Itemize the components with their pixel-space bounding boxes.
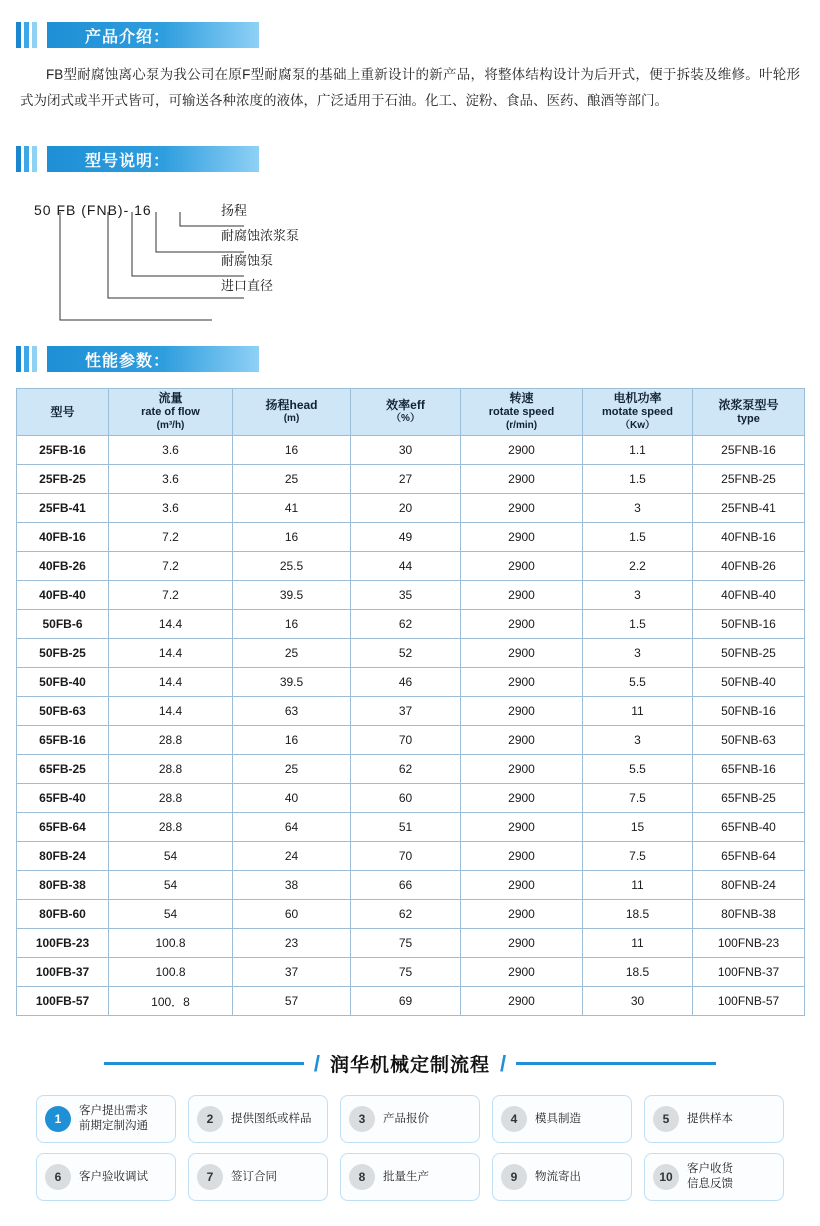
table-cell-r4-c4: 2900 xyxy=(461,552,583,581)
table-cell-r1-c6: 25FNB-25 xyxy=(693,465,805,494)
table-cell-r8-c3: 46 xyxy=(351,668,461,697)
step-number-badge: 8 xyxy=(349,1164,375,1190)
flow-step-9 xyxy=(492,1153,632,1201)
table-header-cell-0 xyxy=(17,389,109,436)
section-header-model xyxy=(16,146,804,172)
table-cell-r12-c3: 60 xyxy=(351,784,461,813)
table-cell-r2-c6: 25FNB-41 xyxy=(693,494,805,523)
table-cell-r15-c1: 54 xyxy=(109,871,233,900)
legend-item-3: 进口直径 xyxy=(221,278,274,293)
table-cell-r0-c2: 16 xyxy=(233,436,351,465)
flow-step-2 xyxy=(188,1095,328,1143)
table-cell-r17-c2: 23 xyxy=(233,929,351,958)
header-line: （Kw） xyxy=(620,420,655,431)
table-cell-r17-c6: 100FNB-23 xyxy=(693,929,805,958)
table-cell-r1-c1: 3.6 xyxy=(109,465,233,494)
table-cell-r19-c3: 69 xyxy=(351,987,461,1016)
header-line: 转速 xyxy=(509,391,534,405)
table-cell-r5-c1: 7.2 xyxy=(109,581,233,610)
table-cell-r19-c2: 57 xyxy=(233,987,351,1016)
table-cell-r9-c6: 50FNB-16 xyxy=(693,697,805,726)
table-cell-r15-c6: 80FNB-24 xyxy=(693,871,805,900)
section-title-band xyxy=(47,146,259,172)
section-title-band xyxy=(47,22,259,48)
table-cell-r3-c2: 16 xyxy=(233,523,351,552)
flow-step-8 xyxy=(340,1153,480,1201)
table-cell-r6-c1: 14.4 xyxy=(109,610,233,639)
table-cell-r6-c6: 50FNB-16 xyxy=(693,610,805,639)
table-cell-r18-c6: 100FNB-37 xyxy=(693,958,805,987)
flow-rule-right xyxy=(516,1062,716,1065)
table-cell-r13-c6: 65FNB-40 xyxy=(693,813,805,842)
step-label: 客户提出需求 前期定制沟通 xyxy=(79,1105,148,1132)
table-header-row xyxy=(17,389,805,436)
slash-icon: / xyxy=(313,1050,320,1076)
table-header-cell-1 xyxy=(109,389,233,436)
header-line: 扬程head xyxy=(265,398,318,412)
table-cell-r14-c6: 65FNB-64 xyxy=(693,842,805,871)
table-cell-r0-c5: 1.1 xyxy=(583,436,693,465)
table-body xyxy=(17,436,805,1016)
table-row xyxy=(17,697,805,726)
step-label: 提供图纸或样品 xyxy=(231,1112,312,1125)
table-row xyxy=(17,639,805,668)
table-cell-r14-c3: 70 xyxy=(351,842,461,871)
header-line: （%） xyxy=(391,413,420,424)
table-cell-r13-c0: 65FB-64 xyxy=(17,813,109,842)
table-cell-r17-c5: 11 xyxy=(583,929,693,958)
table-row xyxy=(17,871,805,900)
step-number-badge: 9 xyxy=(501,1164,527,1190)
header-line: type xyxy=(737,413,760,425)
table-cell-r9-c1: 14.4 xyxy=(109,697,233,726)
table-cell-r0-c4: 2900 xyxy=(461,436,583,465)
table-cell-r10-c2: 16 xyxy=(233,726,351,755)
table-cell-r3-c1: 7.2 xyxy=(109,523,233,552)
performance-table xyxy=(16,388,805,1016)
step-number-badge: 7 xyxy=(197,1164,223,1190)
table-cell-r17-c1: 100.8 xyxy=(109,929,233,958)
table-row xyxy=(17,842,805,871)
table-cell-r5-c0: 40FB-40 xyxy=(17,581,109,610)
table-cell-r8-c5: 5.5 xyxy=(583,668,693,697)
table-cell-r9-c5: 11 xyxy=(583,697,693,726)
table-row xyxy=(17,668,805,697)
table-cell-r14-c0: 80FB-24 xyxy=(17,842,109,871)
table-cell-r6-c5: 1.5 xyxy=(583,610,693,639)
table-cell-r1-c2: 25 xyxy=(233,465,351,494)
step-label: 客户验收调试 xyxy=(79,1170,148,1183)
flow-step-3 xyxy=(340,1095,480,1143)
table-cell-r14-c4: 2900 xyxy=(461,842,583,871)
bars-icon xyxy=(16,146,37,172)
table-cell-r19-c5: 30 xyxy=(583,987,693,1016)
flow-rule-left xyxy=(104,1062,304,1065)
table-cell-r10-c3: 70 xyxy=(351,726,461,755)
flow-heading: 润华机械定制流程 xyxy=(329,1055,490,1076)
table-cell-r3-c4: 2900 xyxy=(461,523,583,552)
flow-steps xyxy=(16,1095,804,1201)
table-cell-r14-c2: 24 xyxy=(233,842,351,871)
table-cell-r2-c3: 20 xyxy=(351,494,461,523)
step-label: 签订合同 xyxy=(231,1170,277,1183)
header-line: 流量 xyxy=(158,391,183,405)
step-label: 物流寄出 xyxy=(535,1170,581,1183)
table-row xyxy=(17,929,805,958)
table-cell-r15-c0: 80FB-38 xyxy=(17,871,109,900)
table-cell-r13-c4: 2900 xyxy=(461,813,583,842)
table-header-cell-5 xyxy=(583,389,693,436)
table-cell-r12-c4: 2900 xyxy=(461,784,583,813)
flow-step-4 xyxy=(492,1095,632,1143)
section-header-performance xyxy=(16,346,804,372)
table-row xyxy=(17,987,805,1016)
header-line: 效率eff xyxy=(386,398,425,412)
table-cell-r14-c5: 7.5 xyxy=(583,842,693,871)
table-cell-r1-c0: 25FB-25 xyxy=(17,465,109,494)
bars-icon xyxy=(16,22,37,48)
table-cell-r13-c1: 28.8 xyxy=(109,813,233,842)
table-head xyxy=(17,389,805,436)
table-cell-r18-c4: 2900 xyxy=(461,958,583,987)
table-cell-r16-c5: 18.5 xyxy=(583,900,693,929)
table-cell-r5-c3: 35 xyxy=(351,581,461,610)
table-cell-r16-c0: 80FB-60 xyxy=(17,900,109,929)
table-row xyxy=(17,465,805,494)
table-cell-r12-c2: 40 xyxy=(233,784,351,813)
table-cell-r16-c3: 62 xyxy=(351,900,461,929)
table-cell-r13-c3: 51 xyxy=(351,813,461,842)
intro-text: FB型耐腐蚀离心泵为我公司在原F型耐腐泵的基础上重新设计的新产品，将整体结构设计为后开式，便于拆装及维修。叶轮形式为闭式或半开式皆可，可输送各种浓度的液体，广泛适用于石油。化工、淀粉、食品、医药、酿酒等部门。 xyxy=(20,67,800,108)
table-cell-r2-c4: 2900 xyxy=(461,494,583,523)
table-cell-r17-c4: 2900 xyxy=(461,929,583,958)
table-cell-r3-c3: 49 xyxy=(351,523,461,552)
step-number-badge: 6 xyxy=(45,1164,71,1190)
table-row xyxy=(17,552,805,581)
table-cell-r18-c0: 100FB-37 xyxy=(17,958,109,987)
header-line: 电机功率 xyxy=(613,391,662,405)
table-cell-r7-c6: 50FNB-25 xyxy=(693,639,805,668)
step-number-badge: 4 xyxy=(501,1106,527,1132)
table-cell-r8-c0: 50FB-40 xyxy=(17,668,109,697)
flow-step-7 xyxy=(188,1153,328,1201)
table-header-cell-6 xyxy=(693,389,805,436)
table-cell-r5-c6: 40FNB-40 xyxy=(693,581,805,610)
table-header-cell-4 xyxy=(461,389,583,436)
table-row xyxy=(17,958,805,987)
table-cell-r2-c0: 25FB-41 xyxy=(17,494,109,523)
step-label: 模具制造 xyxy=(535,1112,581,1125)
table-cell-r2-c5: 3 xyxy=(583,494,693,523)
table-row xyxy=(17,900,805,929)
step-number-badge: 3 xyxy=(349,1106,375,1132)
model-diagram xyxy=(16,190,804,340)
header-line: (r/min) xyxy=(505,420,538,431)
table-cell-r11-c0: 65FB-25 xyxy=(17,755,109,784)
table-cell-r12-c0: 65FB-40 xyxy=(17,784,109,813)
section-header-intro xyxy=(16,22,804,48)
table-cell-r8-c1: 14.4 xyxy=(109,668,233,697)
table-cell-r16-c4: 2900 xyxy=(461,900,583,929)
table-cell-r6-c0: 50FB-6 xyxy=(17,610,109,639)
model-code: 50 FB (FNB)- 16 xyxy=(34,202,152,218)
table-cell-r12-c1: 28.8 xyxy=(109,784,233,813)
table-cell-r6-c3: 62 xyxy=(351,610,461,639)
step-label: 客户收货 信息反馈 xyxy=(687,1163,733,1190)
table-cell-r4-c6: 40FNB-26 xyxy=(693,552,805,581)
header-line: rate of flow xyxy=(141,406,200,418)
table-cell-r8-c6: 50FNB-40 xyxy=(693,668,805,697)
table-row xyxy=(17,784,805,813)
table-cell-r11-c4: 2900 xyxy=(461,755,583,784)
table-cell-r12-c5: 7.5 xyxy=(583,784,693,813)
table-header-cell-2 xyxy=(233,389,351,436)
table-cell-r5-c4: 2900 xyxy=(461,581,583,610)
flow-step-6 xyxy=(36,1153,176,1201)
table-cell-r10-c6: 50FNB-63 xyxy=(693,726,805,755)
header-line: motate speed xyxy=(602,406,673,418)
step-label: 产品报价 xyxy=(383,1112,429,1125)
table-cell-r1-c3: 27 xyxy=(351,465,461,494)
table-cell-r18-c3: 75 xyxy=(351,958,461,987)
table-cell-r4-c1: 7.2 xyxy=(109,552,233,581)
table-cell-r11-c3: 62 xyxy=(351,755,461,784)
table-cell-r12-c6: 65FNB-25 xyxy=(693,784,805,813)
table-cell-r11-c5: 5.5 xyxy=(583,755,693,784)
table-cell-r10-c1: 28.8 xyxy=(109,726,233,755)
table-cell-r16-c6: 80FNB-38 xyxy=(693,900,805,929)
table-row xyxy=(17,813,805,842)
table-cell-r15-c4: 2900 xyxy=(461,871,583,900)
section-title-performance: 性能参数： xyxy=(85,352,171,370)
table-row xyxy=(17,755,805,784)
table-cell-r16-c1: 54 xyxy=(109,900,233,929)
table-cell-r2-c2: 41 xyxy=(233,494,351,523)
legend-item-2: 耐腐蚀泵 xyxy=(221,253,274,268)
table-cell-r11-c1: 28.8 xyxy=(109,755,233,784)
table-cell-r13-c2: 64 xyxy=(233,813,351,842)
table-cell-r4-c5: 2.2 xyxy=(583,552,693,581)
flow-step-10 xyxy=(644,1153,784,1201)
table-cell-r6-c4: 2900 xyxy=(461,610,583,639)
table-row xyxy=(17,610,805,639)
flow-step-5 xyxy=(644,1095,784,1143)
table-cell-r4-c2: 25.5 xyxy=(233,552,351,581)
table-cell-r7-c1: 14.4 xyxy=(109,639,233,668)
table-cell-r8-c2: 39.5 xyxy=(233,668,351,697)
step-number-badge: 2 xyxy=(197,1106,223,1132)
table-cell-r17-c0: 100FB-23 xyxy=(17,929,109,958)
table-cell-r4-c0: 40FB-26 xyxy=(17,552,109,581)
table-cell-r5-c2: 39.5 xyxy=(233,581,351,610)
table-cell-r9-c2: 63 xyxy=(233,697,351,726)
step-label: 提供样本 xyxy=(687,1112,733,1125)
table-cell-r17-c3: 75 xyxy=(351,929,461,958)
step-number-badge: 10 xyxy=(653,1164,679,1190)
table-cell-r0-c6: 25FNB-16 xyxy=(693,436,805,465)
table-cell-r15-c5: 11 xyxy=(583,871,693,900)
table-cell-r9-c3: 37 xyxy=(351,697,461,726)
table-cell-r15-c3: 66 xyxy=(351,871,461,900)
step-number-badge: 1 xyxy=(45,1106,71,1132)
table-header-cell-3 xyxy=(351,389,461,436)
section-title-intro: 产品介绍： xyxy=(85,28,171,46)
table-cell-r19-c0: 100FB-57 xyxy=(17,987,109,1016)
table-cell-r0-c0: 25FB-16 xyxy=(17,436,109,465)
performance-table-wrap xyxy=(16,388,804,1016)
header-line: (m³/h) xyxy=(156,420,185,431)
flow-step-1 xyxy=(36,1095,176,1143)
table-cell-r16-c2: 60 xyxy=(233,900,351,929)
table-cell-r5-c5: 3 xyxy=(583,581,693,610)
header-line: (m) xyxy=(283,413,300,424)
table-cell-r18-c1: 100.8 xyxy=(109,958,233,987)
table-cell-r4-c3: 44 xyxy=(351,552,461,581)
table-cell-r7-c5: 3 xyxy=(583,639,693,668)
table-cell-r10-c4: 2900 xyxy=(461,726,583,755)
table-cell-r0-c3: 30 xyxy=(351,436,461,465)
header-line: 浓浆泵型号 xyxy=(718,398,779,412)
table-cell-r7-c4: 2900 xyxy=(461,639,583,668)
table-cell-r7-c2: 25 xyxy=(233,639,351,668)
model-legend xyxy=(221,198,299,298)
table-cell-r19-c1: 100．8 xyxy=(109,987,233,1016)
header-line: rotate speed xyxy=(488,406,555,418)
intro-paragraph xyxy=(20,62,800,114)
table-cell-r3-c6: 40FNB-16 xyxy=(693,523,805,552)
table-cell-r1-c5: 1.5 xyxy=(583,465,693,494)
table-cell-r18-c2: 37 xyxy=(233,958,351,987)
table-cell-r13-c5: 15 xyxy=(583,813,693,842)
table-row xyxy=(17,436,805,465)
step-label: 批量生产 xyxy=(383,1170,429,1183)
bars-icon xyxy=(16,346,37,372)
table-cell-r10-c0: 65FB-16 xyxy=(17,726,109,755)
table-row xyxy=(17,726,805,755)
table-cell-r3-c5: 1.5 xyxy=(583,523,693,552)
table-cell-r7-c3: 52 xyxy=(351,639,461,668)
slash-icon: / xyxy=(500,1050,507,1076)
table-cell-r8-c4: 2900 xyxy=(461,668,583,697)
table-row xyxy=(17,523,805,552)
step-number-badge: 5 xyxy=(653,1106,679,1132)
legend-item-1: 耐腐蚀浓浆泵 xyxy=(221,228,300,243)
table-cell-r15-c2: 38 xyxy=(233,871,351,900)
table-row xyxy=(17,494,805,523)
header-line: 型号 xyxy=(50,405,75,419)
section-title-band xyxy=(47,346,259,372)
table-cell-r19-c4: 2900 xyxy=(461,987,583,1016)
table-cell-r11-c2: 25 xyxy=(233,755,351,784)
section-title-model: 型号说明： xyxy=(85,152,171,170)
table-cell-r14-c1: 54 xyxy=(109,842,233,871)
table-cell-r9-c4: 2900 xyxy=(461,697,583,726)
table-cell-r11-c6: 65FNB-16 xyxy=(693,755,805,784)
table-row xyxy=(17,581,805,610)
table-cell-r3-c0: 40FB-16 xyxy=(17,523,109,552)
document-page xyxy=(0,22,820,1226)
table-cell-r10-c5: 3 xyxy=(583,726,693,755)
table-cell-r6-c2: 16 xyxy=(233,610,351,639)
table-cell-r19-c6: 100FNB-57 xyxy=(693,987,805,1016)
table-cell-r0-c1: 3.6 xyxy=(109,436,233,465)
legend-item-0: 扬程 xyxy=(221,203,248,218)
table-cell-r9-c0: 50FB-63 xyxy=(17,697,109,726)
table-cell-r2-c1: 3.6 xyxy=(109,494,233,523)
table-cell-r1-c4: 2900 xyxy=(461,465,583,494)
table-cell-r7-c0: 50FB-25 xyxy=(17,639,109,668)
table-cell-r18-c5: 18.5 xyxy=(583,958,693,987)
flow-title xyxy=(16,1050,804,1077)
